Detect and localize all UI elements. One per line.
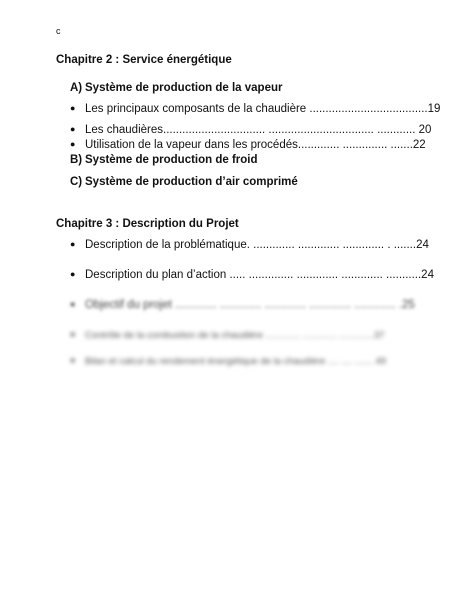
toc-item <box>70 330 384 341</box>
section-a-label: Système de production de la vapeur <box>85 82 283 94</box>
section-b-heading <box>70 154 258 166</box>
section-c-letter: C) <box>70 176 83 188</box>
section-b-label: Système de production de froid <box>85 154 258 166</box>
toc-item-text: Description de la problématique. ............. ............. ............. . .......24 <box>85 239 429 251</box>
section-b-letter: B) <box>70 154 83 166</box>
chapter-2-title: Chapitre 2 : Service énergétique <box>56 54 232 66</box>
toc-item <box>70 239 429 251</box>
toc-item-text: Contrôle de la combustion de la chaudière ............. ............. .............37 <box>85 330 385 341</box>
section-c-heading <box>70 176 298 188</box>
toc-item <box>70 124 431 136</box>
toc-item-text: Les chaudières................................ ................................. ............ 20 <box>85 124 432 136</box>
bullet-icon: ● <box>70 269 76 279</box>
toc-item-text: Utilisation de la vapeur dans les procédés............. .............. .......22 <box>85 139 426 151</box>
section-c-label: Système de production d’air comprimé <box>85 176 298 188</box>
toc-item-text: Objectif du projet ............. ............. ............. ............. ............. .25 <box>85 299 415 311</box>
section-a-heading <box>70 82 282 94</box>
bullet-icon: ● <box>70 124 76 134</box>
bullet-icon: ● <box>70 329 76 339</box>
toc-item <box>70 299 415 311</box>
bullet-icon: ● <box>70 103 76 113</box>
toc-item-text: Bilan et calcul du rendement énergétique de la chaudière .... .... ....... 49 <box>85 356 387 367</box>
toc-item-text: Les principaux composants de la chaudière .....................................19 <box>85 103 441 115</box>
section-a-letter: A) <box>70 82 83 94</box>
toc-item-text: Description du plan d’action ..... .............. ............. ............. ...........24 <box>85 269 434 281</box>
bullet-icon: ● <box>70 299 76 309</box>
bullet-icon: ● <box>70 239 76 249</box>
chapter-3-title: Chapitre 3 : Description du Projet <box>56 218 239 230</box>
toc-item <box>70 103 440 115</box>
bullet-icon: ● <box>70 355 76 365</box>
bullet-icon: ● <box>70 139 76 149</box>
corner-mark: c <box>56 26 61 36</box>
toc-item <box>70 356 386 367</box>
toc-item <box>70 269 434 281</box>
toc-item <box>70 139 426 151</box>
